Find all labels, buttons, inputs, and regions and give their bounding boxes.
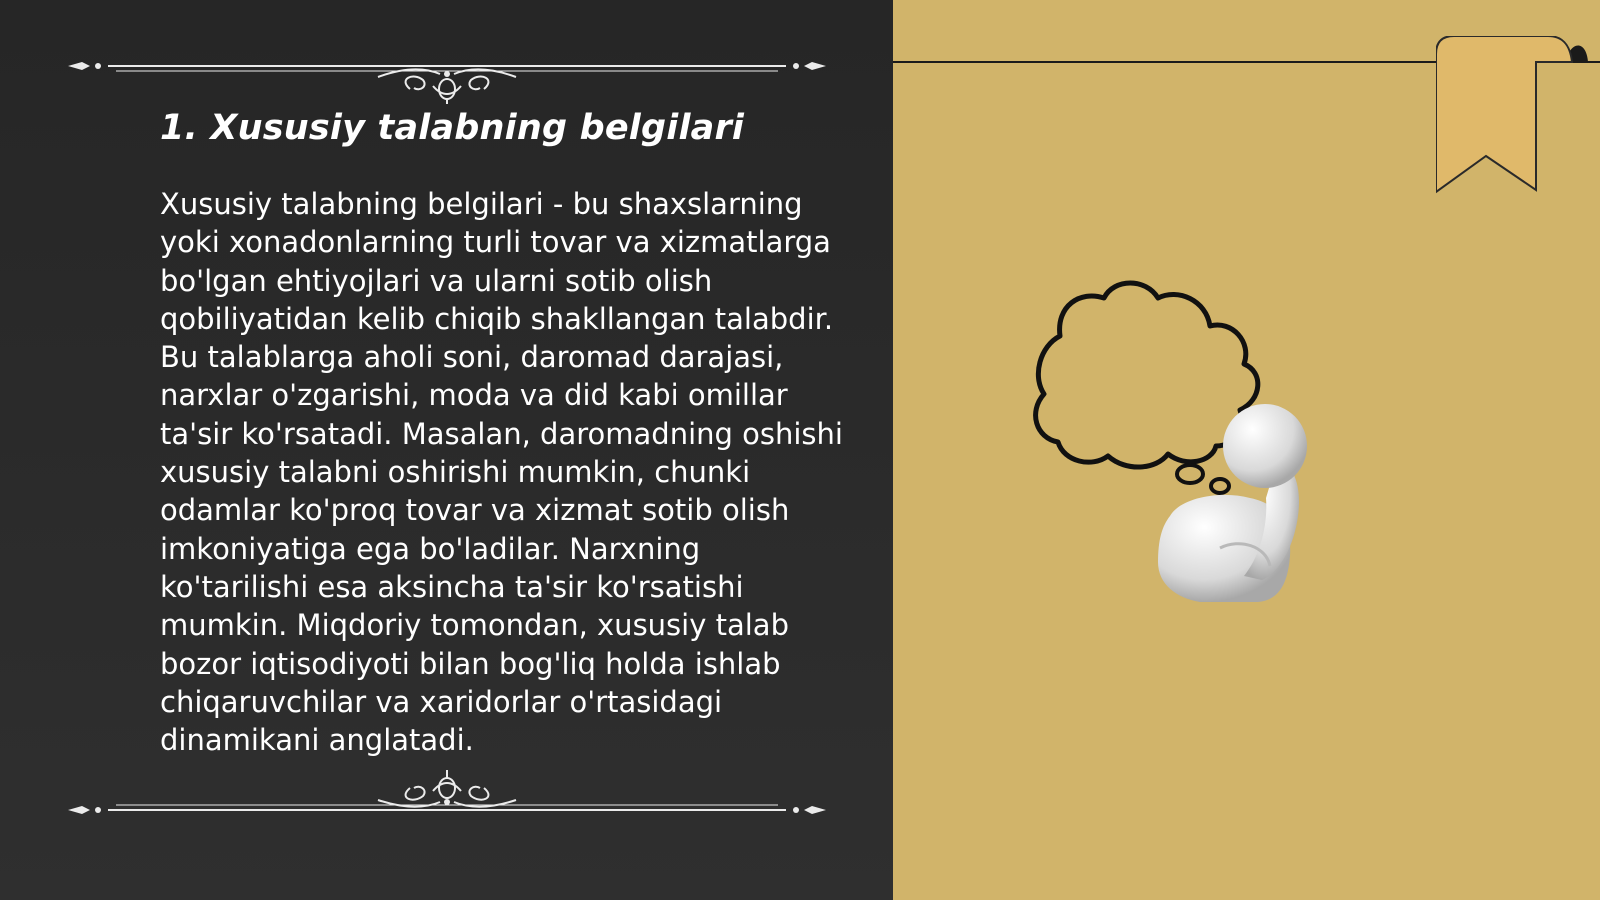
top-flourish-divider-icon (68, 44, 826, 104)
bookmark-ribbon-icon (1436, 36, 1588, 201)
slide-title: 1. Xususiy talabning belgilari (160, 108, 745, 148)
thinking-person-icon (1030, 276, 1350, 616)
slide-body-paragraph: Xususiy talabning belgilari - bu shaxslarning yoki xonadonlarning turli tovar va xizmatlarga bo'lgan ehtiyojlari va ularni sotib olish qobiliyatidan kelib chiqib shakllangan talabdir. Bu talablarga aholi soni, daromad darajasi, narxlar o'zgarishi, moda va did kabi omillar ta'sir ko'rsatadi. Masalan, daromadning oshishi xususiy talabni oshirishi mumkin, chunki odamlar ko'proq tovar va xizmat sotib olish imkoniyatiga ega bo'ladilar. Narxning ko'tarilishi esa aksincha ta'sir ko'rsatishi mumkin. Miqdoriy tomondan, xususiy talab bozor iqtisodiyoti bilan bog'liq holda ishlab chiqaruvchilar va xaridorlar o'rtasidagi dinamikani anglatadi. (160, 187, 843, 758)
bottom-flourish-divider-icon (68, 770, 826, 830)
